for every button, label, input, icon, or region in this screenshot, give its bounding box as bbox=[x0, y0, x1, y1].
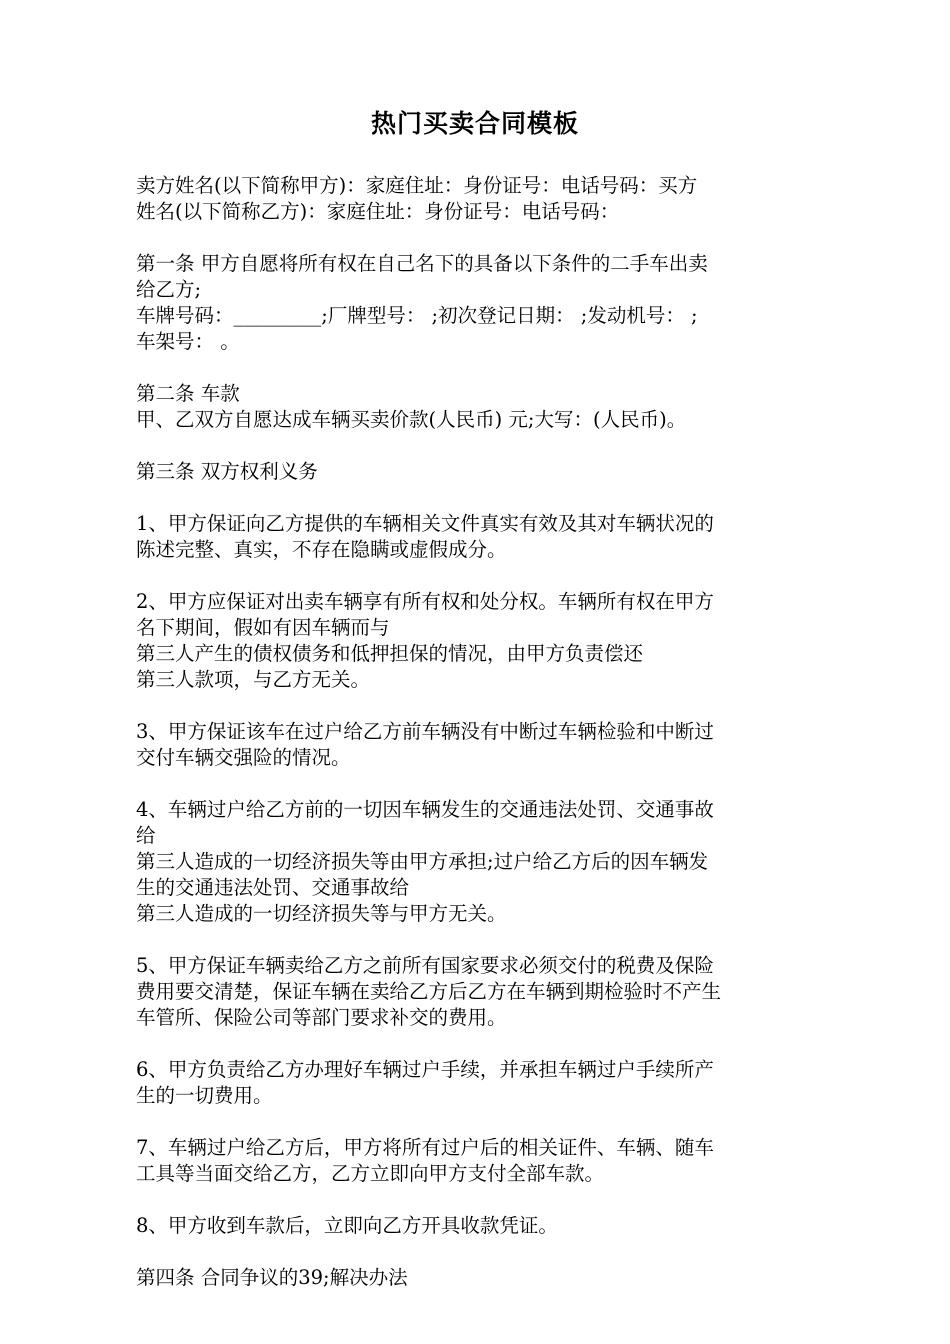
paragraph-spacer bbox=[136, 1187, 816, 1213]
paragraph-line: 费用要交清楚，保证车辆在卖给乙方后乙方在车辆到期检验时不产生 bbox=[136, 980, 722, 1003]
paragraph-line: 生的交通违法处罚、交通事故给 bbox=[136, 876, 410, 899]
paragraph-line: 第一条 甲方自愿将所有权在自己名下的具备以下条件的二手车出卖 bbox=[136, 252, 708, 275]
paragraph bbox=[136, 1057, 816, 1109]
paragraph-spacer bbox=[136, 1239, 816, 1265]
paragraph bbox=[136, 953, 816, 1031]
paragraph-line: 3、甲方保证该车在过户给乙方前车辆没有中断过车辆检验和中断过 bbox=[136, 720, 714, 743]
paragraph-spacer bbox=[136, 355, 816, 381]
paragraph-line: 给 bbox=[136, 824, 156, 847]
document-body bbox=[136, 173, 816, 1291]
paragraph bbox=[136, 719, 816, 771]
paragraph-line: 车管所、保险公司等部门要求补交的费用。 bbox=[136, 1006, 507, 1029]
paragraph bbox=[136, 459, 816, 485]
paragraph-line: 车牌号码：_________;厂牌型号： ;初次登记日期： ;发动机号： ; bbox=[136, 304, 698, 327]
paragraph bbox=[136, 1213, 816, 1239]
document-title: 热门买卖合同模板 bbox=[370, 109, 579, 138]
paragraph-spacer bbox=[136, 433, 816, 459]
paragraph-spacer bbox=[136, 927, 816, 953]
paragraph-line: 第三人款项，与乙方无关。 bbox=[136, 668, 371, 691]
paragraph-line: 工具等当面交给乙方，乙方立即向甲方支付全部车款。 bbox=[136, 1162, 605, 1185]
paragraph-spacer bbox=[136, 1109, 816, 1135]
paragraph-line: 陈述完整、真实，不存在隐瞒或虚假成分。 bbox=[136, 538, 507, 561]
paragraph-line: 6、甲方负责给乙方办理好车辆过户手续，并承担车辆过户手续所产 bbox=[136, 1058, 714, 1081]
paragraph-line: 车架号： 。 bbox=[136, 330, 240, 353]
paragraph-line: 生的一切费用。 bbox=[136, 1084, 273, 1107]
paragraph-line: 4、车辆过户给乙方前的一切因车辆发生的交通违法处罚、交通事故 bbox=[136, 798, 714, 821]
paragraph-line: 第三人造成的一切经济损失等与甲方无关。 bbox=[136, 902, 507, 925]
paragraph-line: 7、车辆过户给乙方后，甲方将所有过户后的相关证件、车辆、随车 bbox=[136, 1136, 714, 1159]
paragraph-line: 甲、乙双方自愿达成车辆买卖价款(人民币) 元;大写：(人民币)。 bbox=[136, 408, 687, 431]
paragraph-line: 第三条 双方权利义务 bbox=[136, 460, 318, 483]
paragraph-spacer bbox=[136, 225, 816, 251]
paragraph-line: 卖方姓名(以下简称甲方)：家庭住址：身份证号：电话号码：买方 bbox=[136, 174, 698, 197]
paragraph-line: 8、甲方收到车款后，立即向乙方开具收款凭证。 bbox=[136, 1214, 558, 1237]
paragraph-line: 第四条 合同争议的39;解决办法 bbox=[136, 1266, 408, 1289]
paragraph-spacer bbox=[136, 563, 816, 589]
paragraph-line: 第三人产生的债权债务和低押担保的情况，由甲方负责偿还 bbox=[136, 642, 644, 665]
paragraph-line: 第二条 车款 bbox=[136, 382, 240, 405]
paragraph bbox=[136, 173, 816, 225]
paragraph bbox=[136, 589, 816, 693]
paragraph bbox=[136, 1135, 816, 1187]
paragraph bbox=[136, 1265, 816, 1291]
paragraph-line: 交付车辆交强险的情况。 bbox=[136, 746, 351, 769]
paragraph-line: 姓名(以下简称乙方)：家庭住址：身份证号：电话号码： bbox=[136, 200, 620, 223]
paragraph-spacer bbox=[136, 693, 816, 719]
paragraph-spacer bbox=[136, 771, 816, 797]
paragraph bbox=[136, 381, 816, 433]
paragraph-line: 给乙方; bbox=[136, 278, 202, 301]
paragraph-line: 名下期间，假如有因车辆而与 bbox=[136, 616, 390, 639]
paragraph-line: 第三人造成的一切经济损失等由甲方承担;过户给乙方后的因车辆发 bbox=[136, 850, 709, 873]
paragraph-line: 2、甲方应保证对出卖车辆享有所有权和处分权。车辆所有权在甲方 bbox=[136, 590, 714, 613]
paragraph bbox=[136, 797, 816, 927]
paragraph bbox=[136, 511, 816, 563]
paragraph-spacer bbox=[136, 1031, 816, 1057]
paragraph bbox=[136, 251, 816, 355]
paragraph-line: 5、甲方保证车辆卖给乙方之前所有国家要求必须交付的税费及保险 bbox=[136, 954, 714, 977]
paragraph-spacer bbox=[136, 485, 816, 511]
paragraph-line: 1、甲方保证向乙方提供的车辆相关文件真实有效及其对车辆状况的 bbox=[136, 512, 714, 535]
